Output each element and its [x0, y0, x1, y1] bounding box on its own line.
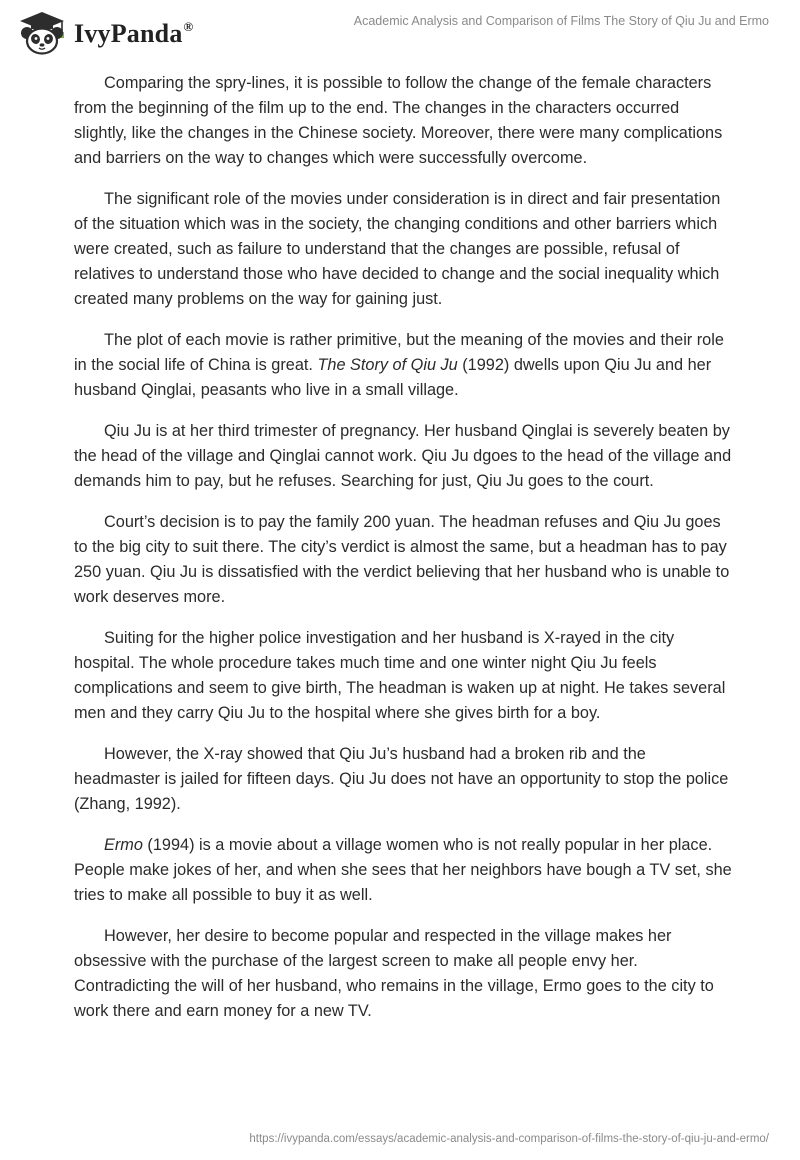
- registered-mark: ®: [183, 19, 194, 34]
- ivypanda-logo[interactable]: [16, 9, 193, 55]
- paragraph: However, her desire to become popular and respected in the village makes her obsessive with the purchase of the largest screen to make all people envy her. Contradicting the will of her husband, who remains in the village, Ermo goes to the city to work there and earn money for a new TV.: [74, 927, 714, 1020]
- document-title: Academic Analysis and Comparison of Films The Story of Qiu Ju and Ermo: [353, 14, 769, 28]
- paragraph: However, the X-ray showed that Qiu Ju’s husband had a broken rib and the headmaster is jailed for fifteen days. Qiu Ju does not have an opportunity to stop the police (Zhang, 1992).: [74, 745, 729, 813]
- brand-name: IvyPanda®: [74, 19, 194, 48]
- paragraph: [74, 833, 734, 908]
- page-header: [0, 0, 800, 60]
- paragraph-text: (1994) is a movie about a village women who is not really popular in her place. People make jokes of her, and when she sees that her neighbors have bough a TV set, she tries to make all possible to buy it as well.: [74, 836, 732, 904]
- paragraph-text: (1992) dwells upon Qiu Ju and her husband Qinglai, peasants who live in a small village.: [74, 356, 712, 399]
- paragraph-text: The plot of each movie is rather primitive, but the meaning of the movies and their role in the social life of China is great.: [74, 331, 724, 374]
- paragraph: Qiu Ju is at her third trimester of pregnancy. Her husband Qinglai is severely beaten by the head of the village and Qinglai cannot work. Qiu Ju dgoes to the head of the village and demands him to pay, but he refuses. Searching for just, Qiu Ju goes to the court.: [74, 422, 732, 490]
- paragraph: [74, 328, 734, 403]
- film-title: The Story of Qiu Ju: [317, 356, 458, 374]
- film-title: Ermo: [104, 836, 143, 854]
- paragraph: Suiting for the higher police investigation and her husband is X-rayed in the city hospital. The whole procedure takes much time and one winter night Qiu Ju feels complications and seem to give birth, The headman is waken up at night. He takes several men and they carry Qiu Ju to the hospital where she gives birth for a boy.: [74, 629, 726, 722]
- essay-body: [74, 71, 734, 1040]
- source-url[interactable]: https://ivypanda.com/essays/academic-analysis-and-comparison-of-films-the-story-of-qiu-ju-and-ermo/: [249, 1133, 769, 1145]
- paragraph: Court’s decision is to pay the family 200 yuan. The headman refuses and Qiu Ju goes to the big city to suit there. The city’s verdict is almost the same, but a headman has to pay 250 yuan. Qiu Ju is dissatisfied with the verdict believing that her husband who is unable to work deserves more.: [74, 513, 730, 606]
- panda-graduate-icon: [16, 9, 68, 55]
- paragraph: Comparing the spry-lines, it is possible to follow the change of the female characters from the beginning of the film up to the end. The changes in the characters occurred slightly, like the changes in the Chinese society. Moreover, there were many complications and barriers on the way to changes which were successfully overcome.: [74, 74, 723, 167]
- paragraph: The significant role of the movies under consideration is in direct and fair presentation of the situation which was in the society, the changing conditions and other barriers which were created, such as failure to understand that the changes are possible, refusal of relatives to understand those who have decided to change and the social inequality which created many problems on the way for gaining just.: [74, 190, 721, 308]
